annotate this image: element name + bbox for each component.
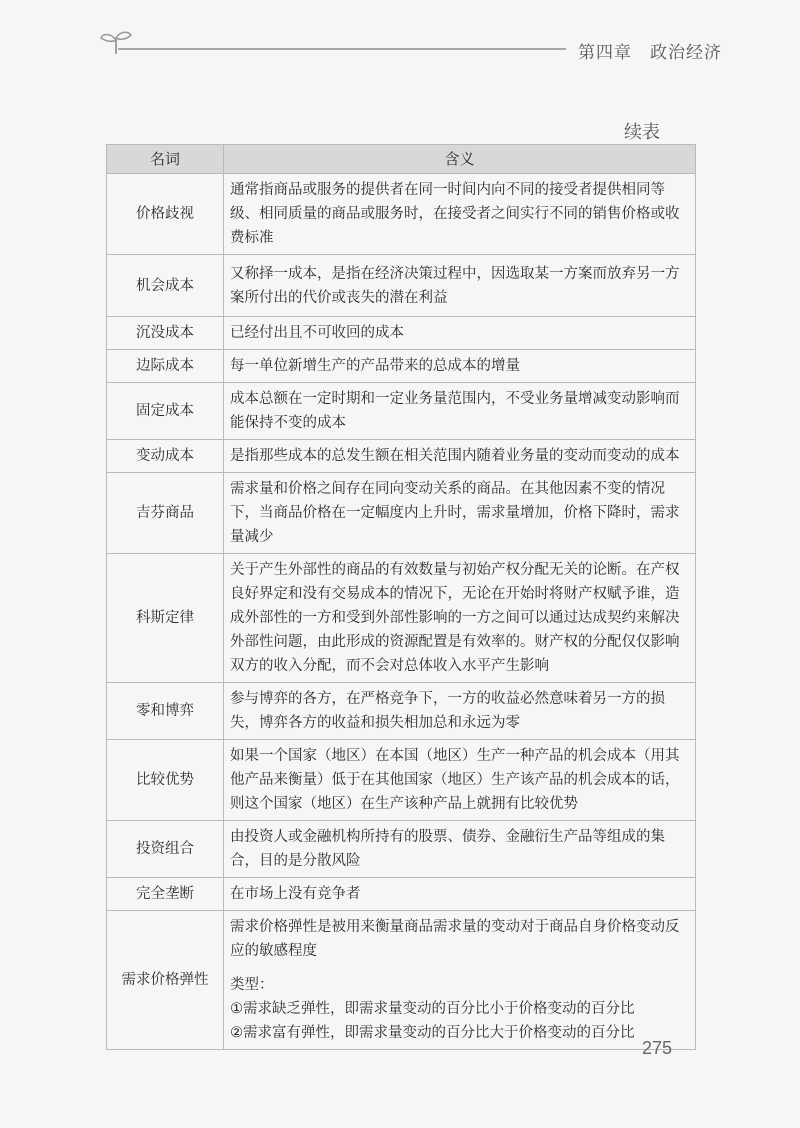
definition-cell	[224, 350, 696, 383]
definition-text: 每一单位新增生产的产品带来的总成本的增量	[230, 358, 520, 374]
definition-cell	[224, 440, 696, 473]
chapter-title: 第四章 政治经济	[578, 43, 722, 63]
table-row	[107, 317, 696, 350]
definition-text: 已经付出且不可收回的成本	[230, 325, 404, 341]
definition-cell	[224, 473, 696, 554]
definition-text: 在市场上没有竞争者	[230, 886, 361, 902]
types-label: 类型：	[230, 977, 274, 993]
column-header-definition: 含义	[224, 145, 696, 174]
definition-text: 关于产生外部性的商品的有效数量与初始产权分配无关的论断。在产权良好界定和没有交易成本的情况下，无论在开始时将财产权赋予谁，造成外部性的一方和受到外部性影响的一方之间可以通过达成契约来解决外部性问题，由此形成的资源配置是有效率的。财产权的分配仅仅影响双方的收入分配，而不会对总体收入水平产生影响	[230, 562, 680, 674]
column-header-term: 名词	[107, 145, 224, 174]
definition-cell	[224, 255, 696, 317]
term-cell: 边际成本	[107, 350, 224, 383]
term-cell: 零和博弈	[107, 683, 224, 740]
paragraph-gap	[230, 963, 689, 973]
table-row	[107, 683, 696, 740]
term-cell: 沉没成本	[107, 317, 224, 350]
definition-text: 需求量和价格之间存在同向变动关系的商品。在其他因素不变的情况下，当商品价格在一定幅度内上升时，需求量增加，价格下降时，需求量减少	[230, 481, 680, 545]
definition-cell	[224, 554, 696, 683]
definition-text: 参与博弈的各方，在严格竞争下，一方的收益必然意味着另一方的损失，博弈各方的收益和损失相加总和永远为零	[230, 691, 665, 731]
type-item: ②需求富有弹性，即需求量变动的百分比大于价格变动的百分比	[230, 1025, 635, 1041]
definition-text: 是指那些成本的总发生额在相关范围内随着业务量的变动而变动的成本	[230, 448, 680, 464]
term-cell: 变动成本	[107, 440, 224, 473]
table-row	[107, 740, 696, 821]
table-row	[107, 473, 696, 554]
definition-cell	[224, 878, 696, 911]
definition-text: 又称择一成本，是指在经济决策过程中，因选取某一方案而放弃另一方案所付出的代价或丧失的潜在利益	[230, 265, 680, 306]
continued-label: 续表	[624, 122, 660, 143]
definition-text: 通常指商品或服务的提供者在同一时间内向不同的接受者提供相同等级、相同质量的商品或服务时，在接受者之间实行不同的销售价格或收费标准	[230, 182, 680, 246]
table-row	[107, 440, 696, 473]
definition-text: 需求价格弹性是被用来衡量商品需求量的变动对于商品自身价格变动反应的敏感程度	[230, 919, 680, 959]
sprout-icon	[98, 28, 134, 56]
term-cell: 吉芬商品	[107, 473, 224, 554]
definition-text: 由投资人或金融机构所持有的股票、债券、金融衍生产品等组成的集合，目的是分散风险	[230, 829, 665, 869]
term-cell: 科斯定律	[107, 554, 224, 683]
definition-cell	[224, 740, 696, 821]
term-cell: 固定成本	[107, 383, 224, 440]
type-item: ①需求缺乏弹性，即需求量变动的百分比小于价格变动的百分比	[230, 1001, 635, 1017]
table-row	[107, 911, 696, 1050]
table-row	[107, 821, 696, 878]
term-cell: 完全垄断	[107, 878, 224, 911]
definition-cell	[224, 317, 696, 350]
definition-cell	[224, 821, 696, 878]
definition-text: 成本总额在一定时期和一定业务量范围内，不受业务量增减变动影响而能保持不变的成本	[230, 391, 680, 431]
table-row	[107, 554, 696, 683]
definition-text: 如果一个国家（地区）在本国（地区）生产一种产品的机会成本（用其他产品来衡量）低于在其他国家（地区）生产该产品的机会成本的话，则这个国家（地区）在生产该种产品上就拥有比较优势	[230, 748, 680, 812]
term-cell: 需求价格弹性	[107, 911, 224, 1050]
table-row	[107, 878, 696, 911]
definition-cell	[224, 383, 696, 440]
definition-cell	[224, 174, 696, 255]
table-row	[107, 174, 696, 255]
header-rule	[118, 48, 566, 50]
term-cell: 价格歧视	[107, 174, 224, 255]
page-number: 275	[642, 1038, 673, 1058]
glossary-table	[106, 144, 696, 1050]
table-header-row	[107, 145, 696, 174]
table-row	[107, 350, 696, 383]
table-row	[107, 383, 696, 440]
definition-cell	[224, 911, 696, 1050]
term-cell: 比较优势	[107, 740, 224, 821]
term-cell: 投资组合	[107, 821, 224, 878]
definition-cell	[224, 683, 696, 740]
term-cell: 机会成本	[107, 255, 224, 317]
table-row	[107, 255, 696, 317]
